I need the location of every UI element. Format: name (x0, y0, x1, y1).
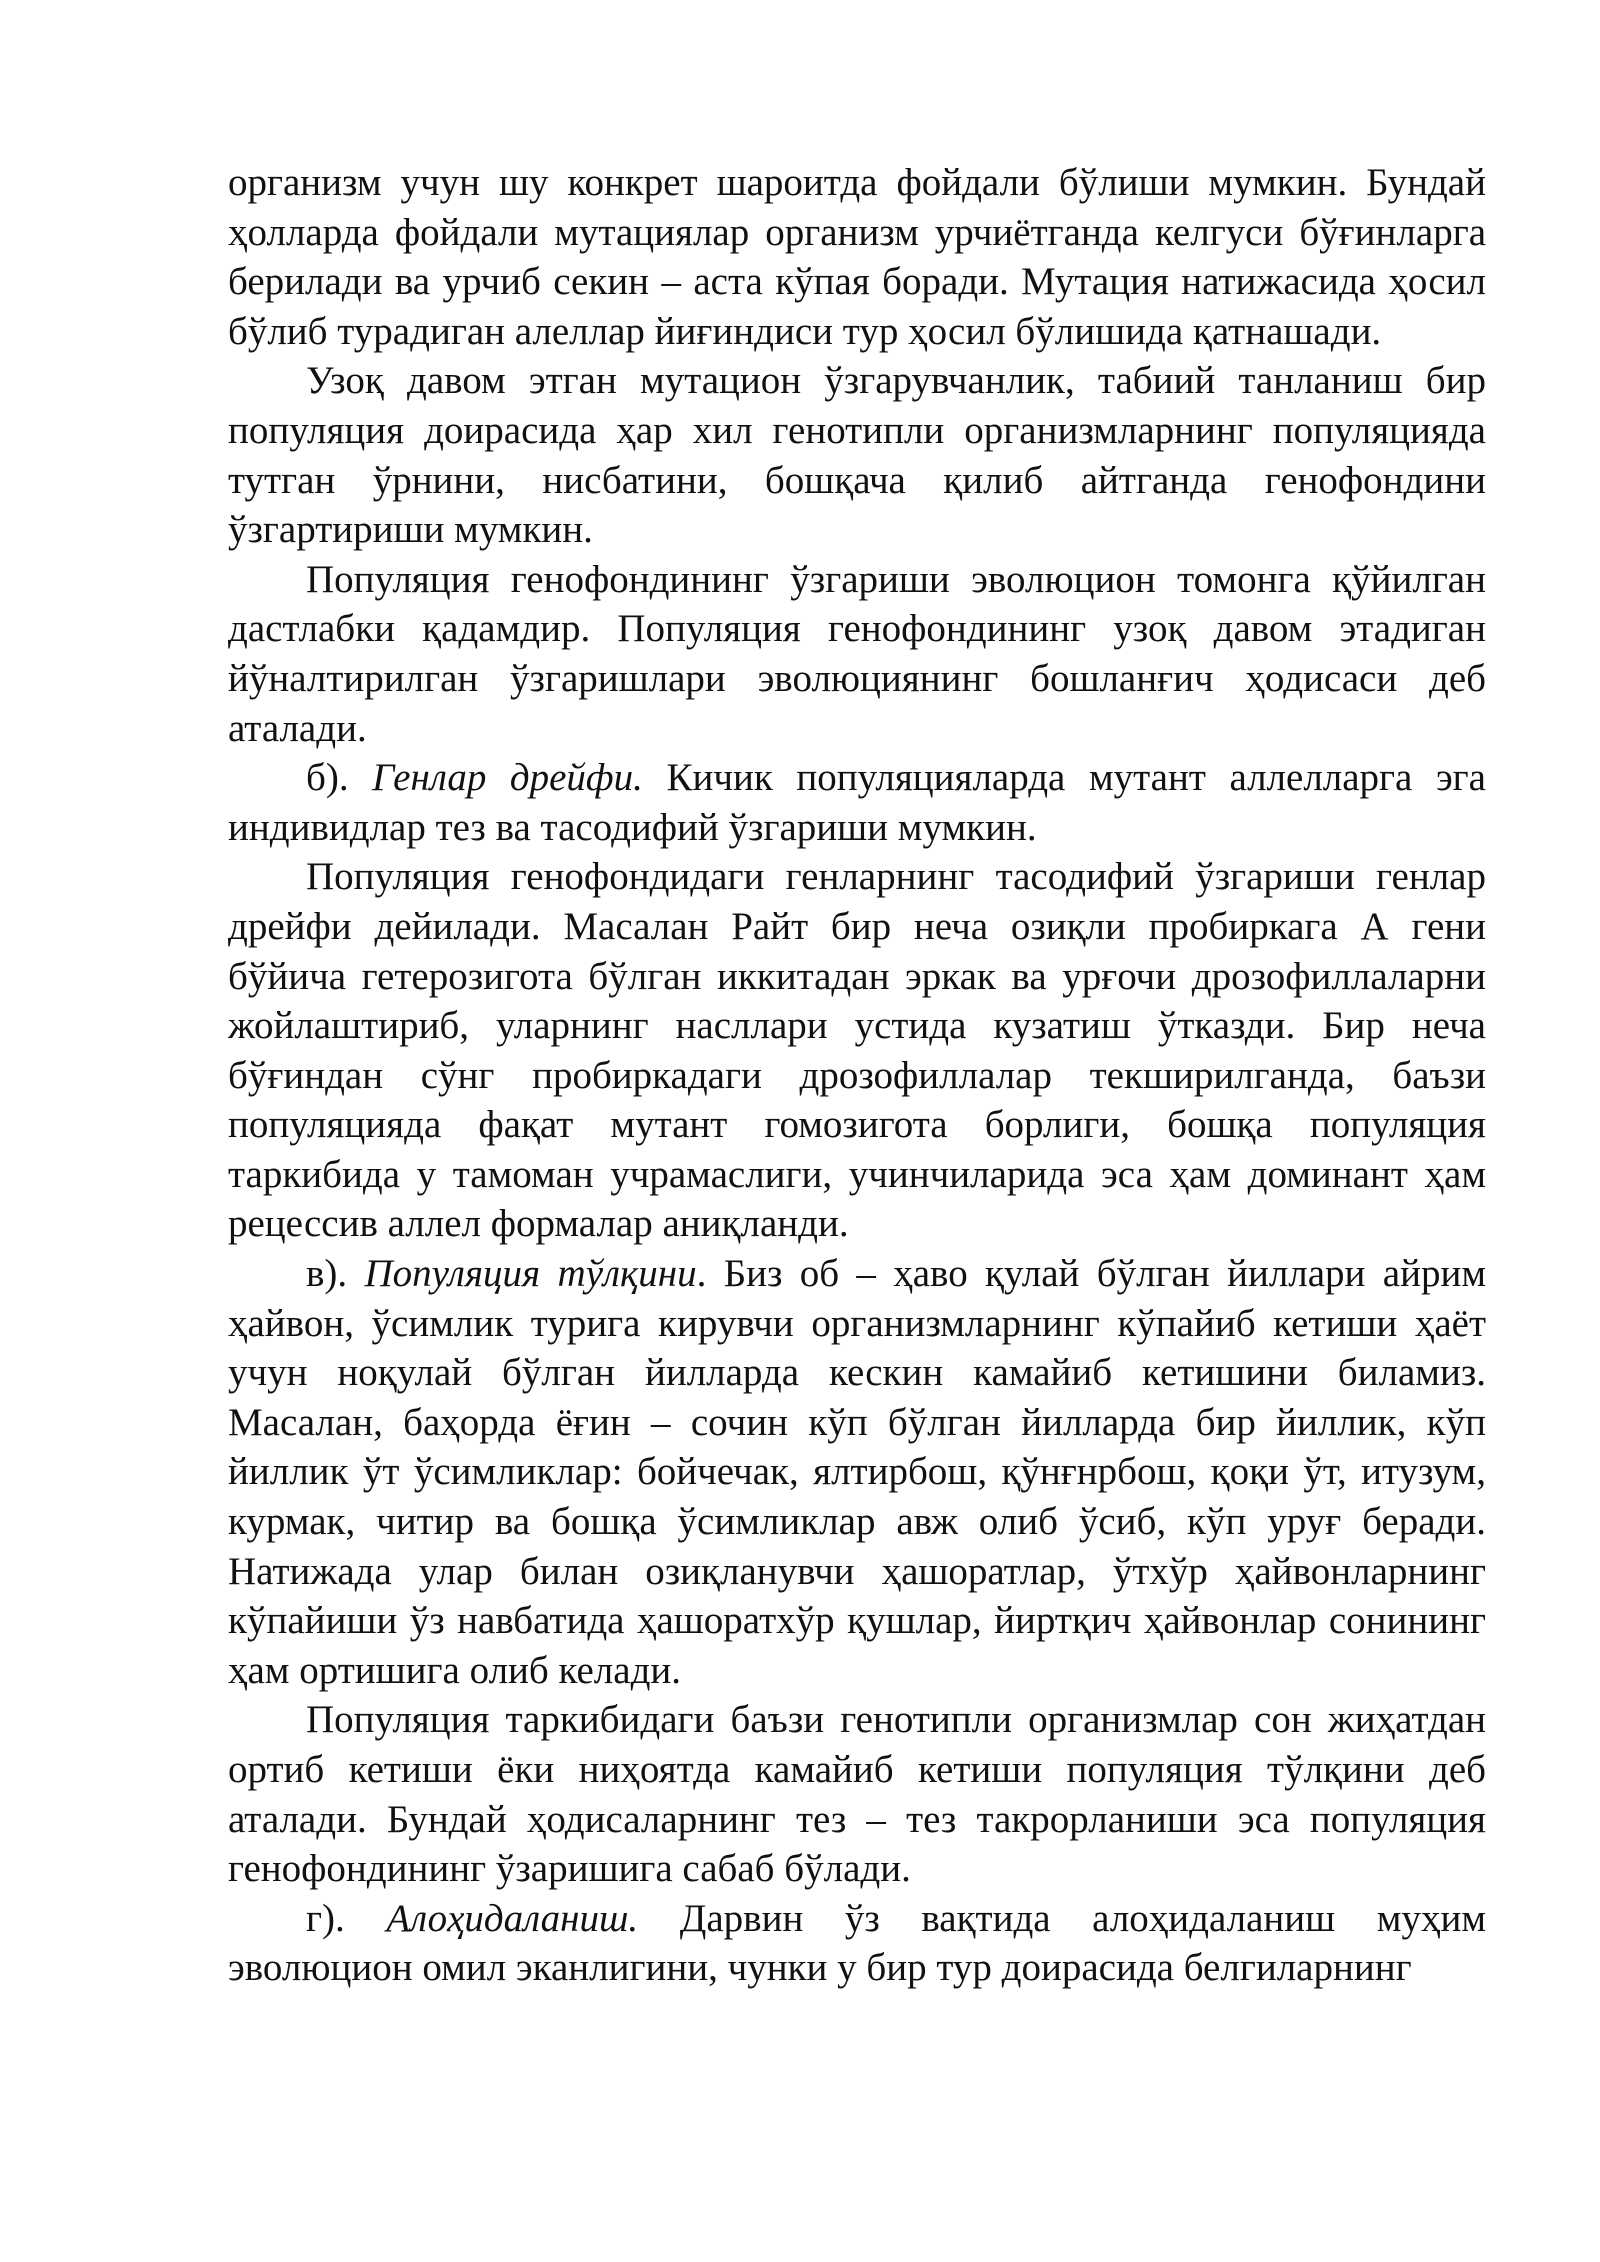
paragraph-1 (228, 158, 1486, 356)
paragraph-5-text: Популяция генофондидаги генларнинг тасодифий ўзгариши генлар дрейфи дейилади. Масалан Райт бир неча озиқли пробиркага А гени бўйича гетерозигота бўлган иккитадан эркак ва урғочи дрозофиллаларни жойлаштириб, уларнинг насллари устида кузатиш ўтказди. Бир неча бўғиндан сўнг пробиркадаги дрозофиллалар текширилганда, баъзи популяцияда фақат мутант гомозигота борлиги, бошқа популяция таркибида у тамоман учрамаслиги, учинчиларида эса ҳам доминант ҳам рецессив аллел формалар аниқланди. (228, 855, 1486, 1246)
paragraph-6-prefix: в). (306, 1252, 365, 1296)
paragraph-8-isolation (228, 1894, 1486, 1993)
paragraph-2 (228, 356, 1486, 554)
paragraph-3-text: Популяция генофондининг ўзгариши эволюцион томонга қўйилган дастлабки қадамдир. Популяция генофондининг узоқ давом этадиган йўналтирилган ўзгаришлари эволюциянинг бошланғич ҳодисаси деб аталади. (228, 557, 1486, 750)
paragraph-6-text: . Биз об – ҳаво қулай бўлган йиллари айрим ҳайвон, ўсимлик турига кирувчи организмларнинг кўпайиб кетиши ҳаёт учун ноқулай бўлган йилларда кескин камайиб кетишини биламиз. Масалан, баҳорда ёғин – сочин кўп бўлган йилларда бир йиллик, кўп йиллик ўт ўсимликлар: бойчечак, ялтирбош, қўнғнрбош, қоқи ўт, итузум, курмак, читир ва бошқа ўсимликлар авж олиб ўсиб, кўп уруғ беради. Натижада улар билан озиқланувчи ҳашоратлар, ўтхўр ҳайвонларнинг кўпайиши ўз навбатида ҳашоратхўр қушлар, йиртқич ҳайвонлар сонининг ҳам ортишига олиб келади. (228, 1252, 1486, 1692)
paragraph-6-population-wave (228, 1249, 1486, 1695)
paragraph-6-term: Популяция тўлқини (364, 1252, 697, 1296)
document-page (228, 158, 1486, 1993)
paragraph-7 (228, 1695, 1486, 1893)
paragraph-3 (228, 555, 1486, 753)
paragraph-1-text: организм учун шу конкрет шароитда фойдали бўлиши мумкин. Бундай ҳолларда фойдали мутациялар организм урчиётганда келгуси бўғинларга берилади ва урчиб секин – аста кўпая боради. Мутация натижасида ҳосил бўлиб турадиган алеллар йиғиндиси тур ҳосил бўлишида қатнашади. (228, 161, 1486, 353)
paragraph-5 (228, 852, 1486, 1249)
paragraph-2-text: Узоқ давом этган мутацион ўзгарувчанлик, табиий танланиш бир популяция доирасида ҳар хил генотипли организмларнинг популяцияда тутган ўрнини, нисбатини, бошқача қилиб айтганда генофондини ўзгартириши мумкин. (228, 359, 1486, 552)
paragraph-8-prefix: г). (306, 1896, 387, 1940)
paragraph-4-prefix: б). (306, 756, 373, 800)
paragraph-4-text: Кичик популяцияларда мутант аллелларга эга индивидлар тез ва тасодифий ўзгариши мумкин. (228, 756, 1486, 849)
paragraph-8-term: Алоҳидаланиш. (386, 1896, 639, 1940)
paragraph-7-text: Популяция таркибидаги баъзи генотипли организмлар сон жиҳатдан ортиб кетиши ёки ниҳоятда камайиб кетиши популяция тўлқини деб аталади. Бундай ҳодисаларнинг тез – тез такрорланиши эса популяция генофондининг ўзаришига сабаб бўлади. (228, 1698, 1486, 1891)
paragraph-8-text: Дарвин ўз вақтида алоҳидаланиш муҳим эволюцион омил эканлигини, чунки у бир тур доирасида белгиларнинг (228, 1896, 1486, 1990)
paragraph-4-genetic-drift (228, 753, 1486, 852)
paragraph-4-term: Генлар дрейфи. (372, 756, 643, 800)
